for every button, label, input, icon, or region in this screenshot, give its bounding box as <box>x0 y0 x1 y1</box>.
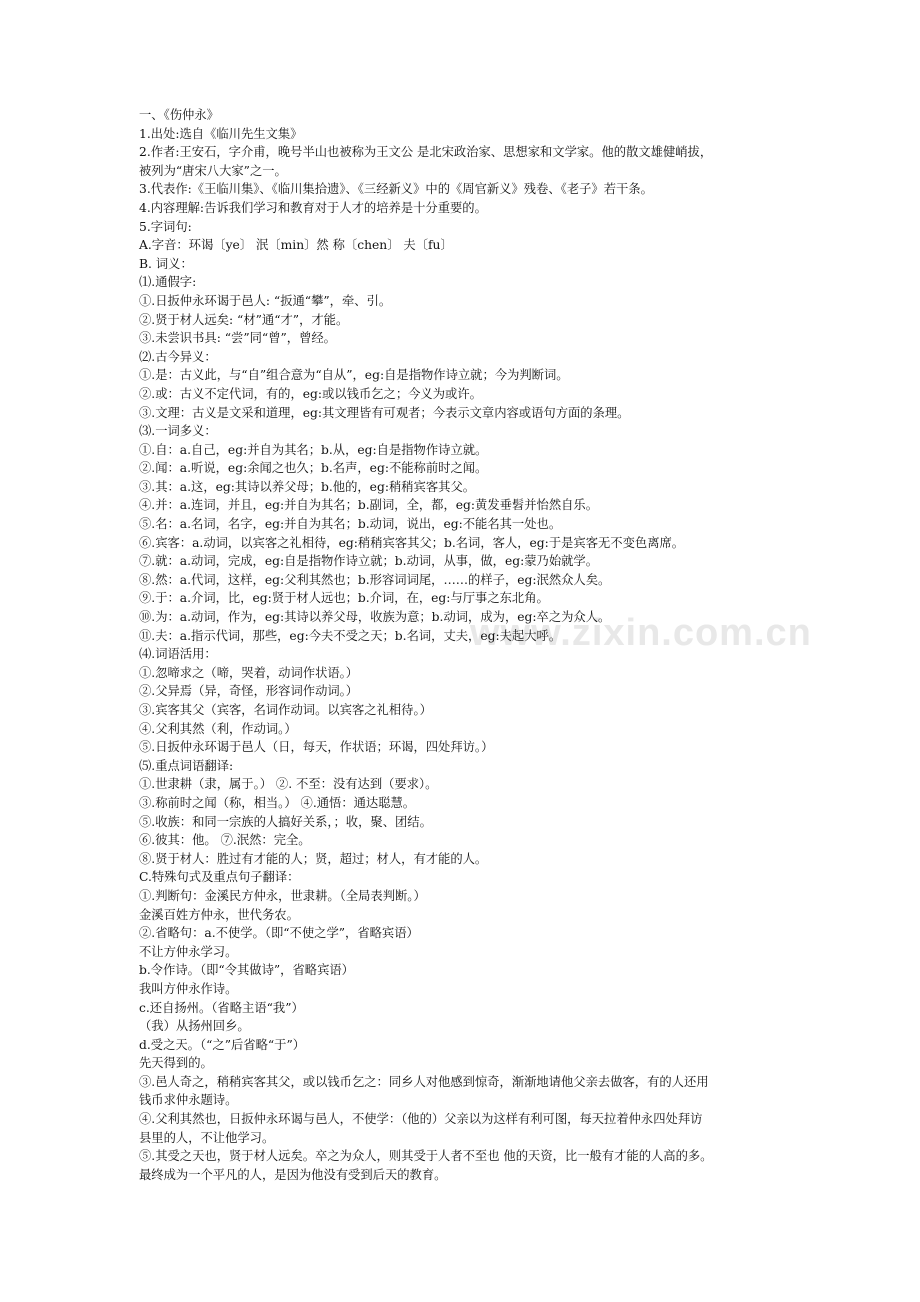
list-item: ⑥.彼其：他。 ⑦.泯然：完全。 <box>139 833 311 848</box>
author-line: 2.作者:王安石，字介甫，晚号半山也被称为王文公 是北宋政治家、思想家和文学家。他的散文雄健峭拔， <box>139 145 713 160</box>
list-item: ①.日扳仲永环谒于邑人: “扳通“攀”，牵、引。 <box>139 293 392 308</box>
list-item: ④.父利其然（利，作动词。） <box>139 721 297 736</box>
section-title: 一、《伤仲永》 <box>139 108 219 122</box>
special-sentences-heading: C.特殊句式及重点句子翻译： <box>139 870 300 885</box>
list-item: ①.判断句：金溪民方仲永，世隶耕。（全局表判断。） <box>139 888 426 903</box>
list-item: ③.宾客其父（宾客，名词作动词。以宾客之礼相待。） <box>139 703 432 717</box>
list-item: ①.自：a.自己，eg:并自为其名；b.从，eg:自是指物作诗立就。 <box>139 442 488 457</box>
list-item: ②.闻：a.听说，eg:余闻之也久；b.名声，eg:不能称前时之闻。 <box>139 461 488 476</box>
list-item: ⑤.收族：和同一宗族的人搞好关系，；收，聚、团结。 <box>139 814 432 829</box>
list-item: ⑩.为：a.动词，作为，eg:其诗以养父母，收族为意；b.动词，成为，eg:卒之为众人。 <box>139 610 611 625</box>
translation-line: （我）从扬州回乡。 <box>139 1019 250 1034</box>
vocab-heading: 5.字词句: <box>139 219 192 234</box>
list-item: ①.世隶耕（隶，属于。） ②. 不至：没有达到（要求）。 <box>139 777 438 792</box>
translation-line: 金溪百姓方仲永，世代务农。 <box>139 907 299 922</box>
list-item: ③.其：a.这，eg:其诗以养父母；b.他的，eg:稍稍宾客其父。 <box>139 479 476 494</box>
list-item: ⑥.宾客：a.动词，以宾客之礼相待，eg:稍稍宾客其父；b.名词，客人，eg:于是宾客无不变色离席。 <box>139 535 685 550</box>
list-item: ⑨.于：a.介词，比，eg:贤于材人远也；b.介词，在，eg:与厅事之东北角。 <box>139 591 549 606</box>
watermark-text: www.zixin.com.cn <box>470 612 812 654</box>
list-item: ②.省略句：a.不使学。（即“不使之学”，省略宾语） <box>139 926 419 941</box>
subheading-huoyong: ⑷.词语活用： <box>139 647 217 662</box>
translation-line: 先天得到的。 <box>139 1056 213 1071</box>
subheading-tongjia: ⑴.通假字: <box>139 275 197 290</box>
list-item: ③.邑人奇之，稍稍宾客其父，或以钱币乞之：同乡人对他感到惊奇，渐渐地请他父亲去做客，有的人还用 <box>139 1074 709 1089</box>
translation-line: 不让方仲永学习。 <box>139 944 238 959</box>
list-item: ①.忽啼求之（啼，哭着，动词作状语。） <box>139 665 359 680</box>
list-item: c.还自扬州。（省略主语“我”） <box>139 1000 304 1015</box>
list-item: d.受之天。（“之”后省略“于”） <box>139 1037 306 1052</box>
list-item: ③.文理：古义是文采和道理，eg:其文理皆有可观者；今表示文章内容或语句方面的条理。 <box>139 405 630 420</box>
translation-line: 我叫方仲永作诗。 <box>139 981 238 996</box>
subheading-duoyi: ⑶.一词多义： <box>139 424 217 439</box>
list-item: ②.父异焉（异，奇怪，形容词作动词。） <box>139 684 359 699</box>
list-item: ⑧.贤于材人：胜过有才能的人；贤，超过；材人，有才能的人。 <box>139 851 488 866</box>
list-item: ⑪.夫：a.指示代词，那些，eg:今夫不受之天；b.名词，丈夫，eg:夫起大呼。 <box>139 628 562 643</box>
list-item: ②.贤于材人远矣: “材”通“才”，才能。 <box>139 312 349 327</box>
list-item-cont: 最终成为一个平凡的人，是因为他没有受到后天的教育。 <box>139 1167 447 1182</box>
list-item: ⑦.就：a.动词，完成，eg:自是指物作诗立就；b.动词，从事，做，eg:蒙乃始就学。 <box>139 554 599 569</box>
list-item: ③.未尝识书具: “尝”同“曾”，曾经。 <box>139 331 336 346</box>
list-item: ③.称前时之闻（称，相当。） ④.通悟：通达聪慧。 <box>139 795 416 810</box>
list-item: ⑤.名：a.名词，名字，eg:并自为其名；b.动词，说出，eg:不能名其一处也。 <box>139 517 562 532</box>
list-item: b.令作诗。（即“令其做诗”，省略宾语） <box>139 963 354 978</box>
subheading-gujin: ⑵.古今异义： <box>139 349 217 364</box>
works-line: 3.代表作:《王临川集》、《临川集拾遗》、《三经新义》中的《周官新义》残卷、《老子》若干条。 <box>139 182 653 197</box>
list-item-cont: 钱币求仲永题诗。 <box>139 1093 238 1108</box>
source-line: 1.出处:选自《临川先生文集》 <box>139 126 303 141</box>
list-item: ⑧.然：a.代词，这样，eg:父利其然也；b.形容词词尾，……的样子，eg:泯然众人矣。 <box>139 572 611 587</box>
list-item: ⑤.其受之天也，贤于材人远矣。卒之为众人，则其受于人者不至也 他的天资，比一般有才能的人高的多。 <box>139 1149 713 1164</box>
subheading-fanyi: ⑸.重点词语翻译: <box>139 758 234 773</box>
list-item: ⑤.日扳仲永环谒于邑人（日，每天，作状语；环谒，四处拜访。） <box>139 740 494 755</box>
list-item: ①.是：古义此，与“自”组合意为“自从”，eg:自是指物作诗立就；今为判断词。 <box>139 368 569 383</box>
list-item: ④.并：a.连词，并且，eg:并自为其名；b.副词，全，都，eg:黄发垂髫并怡然自乐。 <box>139 498 599 513</box>
list-item: ②.或：古义不定代词，有的，eg:或以钱币乞之；今义为或许。 <box>139 386 482 401</box>
meaning-heading: B. 词义： <box>139 256 193 271</box>
author-line-cont: 被列为“唐宋八大家”之一。 <box>139 163 287 178</box>
list-item: ④.父利其然也，日扳仲永环谒与邑人，不使学：（他的）父亲以为这样有利可图，每天拉着仲永四处拜访 <box>139 1112 703 1127</box>
content-line: 4.内容理解:告诉我们学习和教育对于人才的培养是十分重要的。 <box>139 200 487 215</box>
document-body <box>139 106 789 1184</box>
pronunciation-line: A.字音：环谒〔ye〕 泯〔min〕然 称〔chen〕 夫〔fu〕 <box>139 238 453 253</box>
list-item-cont: 县里的人，不让他学习。 <box>139 1130 275 1145</box>
